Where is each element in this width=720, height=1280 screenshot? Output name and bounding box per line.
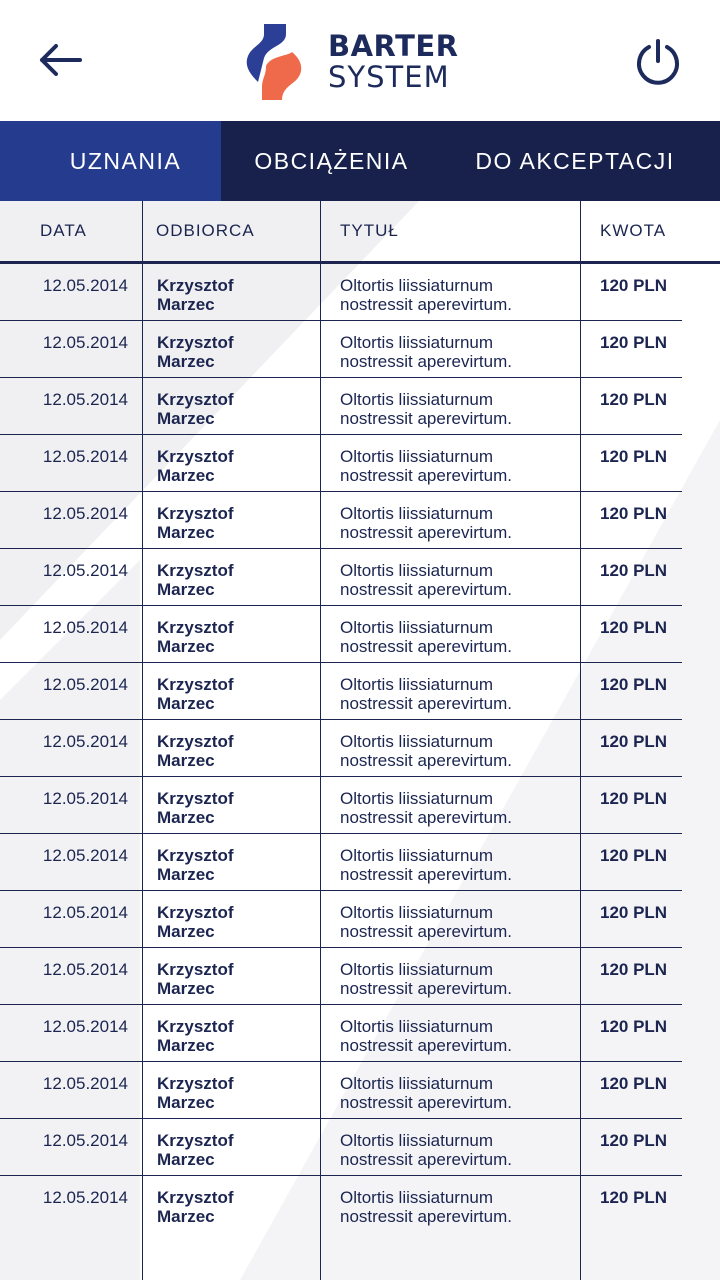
date-cell-line: 12.05.2014 [42, 390, 128, 409]
column-header-date[interactable]: DATA [40, 221, 87, 240]
back-button[interactable] [28, 30, 92, 90]
title-cell [340, 1017, 570, 1055]
table-row[interactable] [0, 321, 720, 378]
date-cell-line: 12.05.2014 [42, 1017, 128, 1036]
title-cell-line: Oltortis liissiaturnum [340, 276, 494, 295]
amount-cell [600, 675, 667, 694]
title-cell-line: nostressit aperevirtum. [340, 352, 512, 371]
date-cell-line: 12.05.2014 [42, 1131, 128, 1150]
transactions-table [0, 201, 720, 1280]
title-cell [340, 390, 570, 428]
recipient-cell-line: Marzec [157, 979, 215, 998]
date-cell-line: 12.05.2014 [42, 675, 128, 694]
title-cell-line: nostressit aperevirtum. [340, 580, 512, 599]
recipient-cell [157, 390, 307, 428]
brand-name-line1: BARTER [328, 29, 459, 63]
recipient-cell-line: Marzec [157, 922, 215, 941]
table-row[interactable] [0, 1062, 720, 1119]
amount-cell-line: 120 PLN [600, 732, 668, 751]
recipient-cell-line: Krzysztof [157, 1188, 234, 1207]
amount-cell [600, 960, 667, 979]
title-cell-line: nostressit aperevirtum. [340, 409, 512, 428]
title-cell-line: Oltortis liissiaturnum [340, 675, 494, 694]
amount-cell-line: 120 PLN [600, 561, 668, 580]
title-cell-line: nostressit aperevirtum. [340, 1036, 512, 1055]
table-row[interactable] [0, 777, 720, 834]
recipient-cell [157, 675, 307, 713]
date-cell-line: 12.05.2014 [42, 447, 128, 466]
table-header [0, 201, 720, 264]
recipient-cell-line: Krzysztof [157, 903, 234, 922]
title-cell [340, 903, 570, 941]
recipient-cell [157, 1074, 307, 1112]
recipient-cell-line: Krzysztof [157, 618, 234, 637]
date-cell-line: 12.05.2014 [42, 1188, 128, 1207]
date-cell-line: 12.05.2014 [42, 618, 128, 637]
amount-cell-line: 120 PLN [600, 903, 668, 922]
date-cell-line: 12.05.2014 [42, 903, 128, 922]
column-header-recipient[interactable]: ODBIORCA [156, 221, 255, 240]
recipient-cell-line: Marzec [157, 1093, 215, 1112]
title-cell-line: Oltortis liissiaturnum [340, 618, 494, 637]
title-cell [340, 846, 570, 884]
table-row[interactable] [0, 549, 720, 606]
table-row[interactable] [0, 378, 720, 435]
recipient-cell-line: Krzysztof [157, 276, 234, 295]
column-header-title[interactable]: TYTUŁ [340, 221, 399, 240]
recipient-cell [157, 1188, 307, 1226]
recipient-cell-line: Krzysztof [157, 789, 234, 808]
date-cell [43, 1131, 128, 1150]
logout-button[interactable] [626, 30, 690, 94]
title-cell [340, 960, 570, 998]
date-cell [43, 960, 128, 979]
date-cell-line: 12.05.2014 [42, 789, 128, 808]
barter-system-logo [244, 22, 464, 102]
recipient-cell-line: Marzec [157, 580, 215, 599]
recipient-cell-line: Krzysztof [157, 1074, 234, 1093]
recipient-cell-line: Marzec [157, 1036, 215, 1055]
recipient-cell [157, 1131, 307, 1169]
table-row[interactable] [0, 1176, 720, 1233]
date-cell-line: 12.05.2014 [42, 732, 128, 751]
amount-cell [600, 1131, 667, 1150]
tab-obciazenia[interactable]: OBCIĄŻENIA [254, 147, 409, 174]
title-cell-line: nostressit aperevirtum. [340, 1207, 512, 1226]
amount-cell-line: 120 PLN [600, 276, 668, 295]
date-cell [43, 1188, 128, 1207]
recipient-cell [157, 903, 307, 941]
recipient-cell-line: Marzec [157, 295, 215, 314]
date-cell [43, 846, 128, 865]
table-row[interactable] [0, 663, 720, 720]
amount-cell-line: 120 PLN [600, 1074, 668, 1093]
amount-cell-line: 120 PLN [600, 846, 668, 865]
recipient-cell-line: Marzec [157, 865, 215, 884]
title-cell-line: Oltortis liissiaturnum [340, 903, 494, 922]
title-cell [340, 1074, 570, 1112]
recipient-cell-line: Krzysztof [157, 504, 234, 523]
recipient-cell-line: Marzec [157, 808, 215, 827]
date-cell-line: 12.05.2014 [42, 846, 128, 865]
date-cell [43, 276, 128, 295]
amount-cell-line: 120 PLN [600, 1188, 668, 1207]
title-cell-line: Oltortis liissiaturnum [340, 1074, 494, 1093]
recipient-cell-line: Krzysztof [157, 447, 234, 466]
recipient-cell-line: Marzec [157, 751, 215, 770]
title-cell-line: nostressit aperevirtum. [340, 922, 512, 941]
amount-cell-line: 120 PLN [600, 447, 668, 466]
table-row[interactable] [0, 606, 720, 663]
amount-cell [600, 561, 667, 580]
title-cell-line: nostressit aperevirtum. [340, 466, 512, 485]
title-cell [340, 276, 570, 314]
title-cell-line: nostressit aperevirtum. [340, 865, 512, 884]
title-cell-line: Oltortis liissiaturnum [340, 732, 494, 751]
amount-cell [600, 732, 667, 751]
recipient-cell [157, 447, 307, 485]
recipient-cell [157, 333, 307, 371]
recipient-cell-line: Krzysztof [157, 561, 234, 580]
table-row[interactable] [0, 435, 720, 492]
date-cell [43, 732, 128, 751]
recipient-cell [157, 789, 307, 827]
title-cell [340, 1131, 570, 1169]
amount-cell [600, 276, 667, 295]
title-cell-line: nostressit aperevirtum. [340, 295, 512, 314]
tab-uznania[interactable]: UZNANIA [0, 121, 221, 201]
title-cell-line: nostressit aperevirtum. [340, 979, 512, 998]
date-cell [43, 333, 128, 352]
recipient-cell-line: Marzec [157, 352, 215, 371]
title-cell-line: Oltortis liissiaturnum [340, 1188, 494, 1207]
logo-mark-icon [244, 22, 304, 102]
table-row[interactable] [0, 1005, 720, 1062]
title-cell [340, 561, 570, 599]
table-row[interactable] [0, 720, 720, 777]
date-cell-line: 12.05.2014 [42, 276, 128, 295]
title-cell-line: Oltortis liissiaturnum [340, 789, 494, 808]
date-cell [43, 1074, 128, 1093]
recipient-cell-line: Marzec [157, 409, 215, 428]
title-cell-line: nostressit aperevirtum. [340, 808, 512, 827]
recipient-cell [157, 561, 307, 599]
date-cell [43, 390, 128, 409]
title-cell-line: nostressit aperevirtum. [340, 523, 512, 542]
recipient-cell [157, 276, 307, 314]
amount-cell-line: 120 PLN [600, 333, 668, 352]
title-cell-line: Oltortis liissiaturnum [340, 1017, 494, 1036]
recipient-cell-line: Krzysztof [157, 390, 234, 409]
table-row[interactable] [0, 834, 720, 891]
date-cell [43, 789, 128, 808]
recipient-cell [157, 846, 307, 884]
amount-cell [600, 789, 667, 808]
table-row[interactable] [0, 948, 720, 1005]
amount-cell [600, 618, 667, 637]
tab-bar [0, 121, 720, 201]
date-cell-line: 12.05.2014 [42, 1074, 128, 1093]
recipient-cell-line: Krzysztof [157, 1131, 234, 1150]
title-cell [340, 504, 570, 542]
recipient-cell-line: Krzysztof [157, 732, 234, 751]
amount-cell [600, 1017, 667, 1036]
amount-cell-line: 120 PLN [600, 390, 668, 409]
title-cell-line: Oltortis liissiaturnum [340, 390, 494, 409]
recipient-cell-line: Krzysztof [157, 675, 234, 694]
recipient-cell-line: Marzec [157, 1207, 215, 1226]
title-cell-line: nostressit aperevirtum. [340, 637, 512, 656]
recipient-cell-line: Marzec [157, 637, 215, 656]
date-cell [43, 447, 128, 466]
title-cell-line: nostressit aperevirtum. [340, 1093, 512, 1112]
date-cell [43, 561, 128, 580]
title-cell [340, 333, 570, 371]
table-row[interactable] [0, 264, 720, 321]
amount-cell-line: 120 PLN [600, 675, 668, 694]
recipient-cell [157, 1017, 307, 1055]
amount-cell [600, 1074, 667, 1093]
amount-cell-line: 120 PLN [600, 1131, 668, 1150]
recipient-cell-line: Krzysztof [157, 960, 234, 979]
recipient-cell-line: Marzec [157, 694, 215, 713]
title-cell [340, 675, 570, 713]
title-cell [340, 1188, 570, 1226]
title-cell-line: nostressit aperevirtum. [340, 1150, 512, 1169]
recipient-cell [157, 732, 307, 770]
amount-cell [600, 504, 667, 523]
title-cell [340, 447, 570, 485]
power-icon [634, 38, 682, 86]
date-cell [43, 618, 128, 637]
date-cell-line: 12.05.2014 [42, 504, 128, 523]
table-row[interactable] [0, 492, 720, 549]
app-header [0, 0, 720, 121]
amount-cell-line: 120 PLN [600, 789, 668, 808]
amount-cell [600, 903, 667, 922]
title-cell-line: nostressit aperevirtum. [340, 694, 512, 713]
amount-cell [600, 1188, 667, 1207]
recipient-cell [157, 504, 307, 542]
table-body [0, 264, 720, 1233]
amount-cell [600, 447, 667, 466]
amount-cell [600, 333, 667, 352]
table-row[interactable] [0, 1119, 720, 1176]
arrow-left-icon [38, 43, 82, 77]
recipient-cell-line: Marzec [157, 523, 215, 542]
title-cell-line: Oltortis liissiaturnum [340, 447, 494, 466]
date-cell [43, 1017, 128, 1036]
title-cell-line: Oltortis liissiaturnum [340, 1131, 494, 1150]
amount-cell [600, 390, 667, 409]
amount-cell [600, 846, 667, 865]
title-cell [340, 618, 570, 656]
date-cell [43, 903, 128, 922]
recipient-cell [157, 960, 307, 998]
title-cell-line: nostressit aperevirtum. [340, 751, 512, 770]
title-cell [340, 789, 570, 827]
title-cell [340, 732, 570, 770]
recipient-cell [157, 618, 307, 656]
recipient-cell-line: Marzec [157, 466, 215, 485]
date-cell [43, 675, 128, 694]
amount-cell-line: 120 PLN [600, 960, 668, 979]
date-cell [43, 504, 128, 523]
title-cell-line: Oltortis liissiaturnum [340, 333, 494, 352]
recipient-cell-line: Krzysztof [157, 333, 234, 352]
amount-cell-line: 120 PLN [600, 1017, 668, 1036]
date-cell-line: 12.05.2014 [42, 561, 128, 580]
recipient-cell-line: Krzysztof [157, 1017, 234, 1036]
column-header-amount[interactable]: KWOTA [600, 221, 667, 240]
tab-do-akceptacji[interactable]: DO AKCEPTACJI [475, 147, 675, 174]
title-cell-line: Oltortis liissiaturnum [340, 846, 494, 865]
title-cell-line: Oltortis liissiaturnum [340, 561, 494, 580]
title-cell-line: Oltortis liissiaturnum [340, 504, 494, 523]
title-cell-line: Oltortis liissiaturnum [340, 960, 494, 979]
recipient-cell-line: Krzysztof [157, 846, 234, 865]
date-cell-line: 12.05.2014 [42, 960, 128, 979]
recipient-cell-line: Marzec [157, 1150, 215, 1169]
brand-name-line2: SYSTEM [328, 60, 450, 94]
amount-cell-line: 120 PLN [600, 504, 668, 523]
amount-cell-line: 120 PLN [600, 618, 668, 637]
table-row[interactable] [0, 891, 720, 948]
date-cell-line: 12.05.2014 [42, 333, 128, 352]
